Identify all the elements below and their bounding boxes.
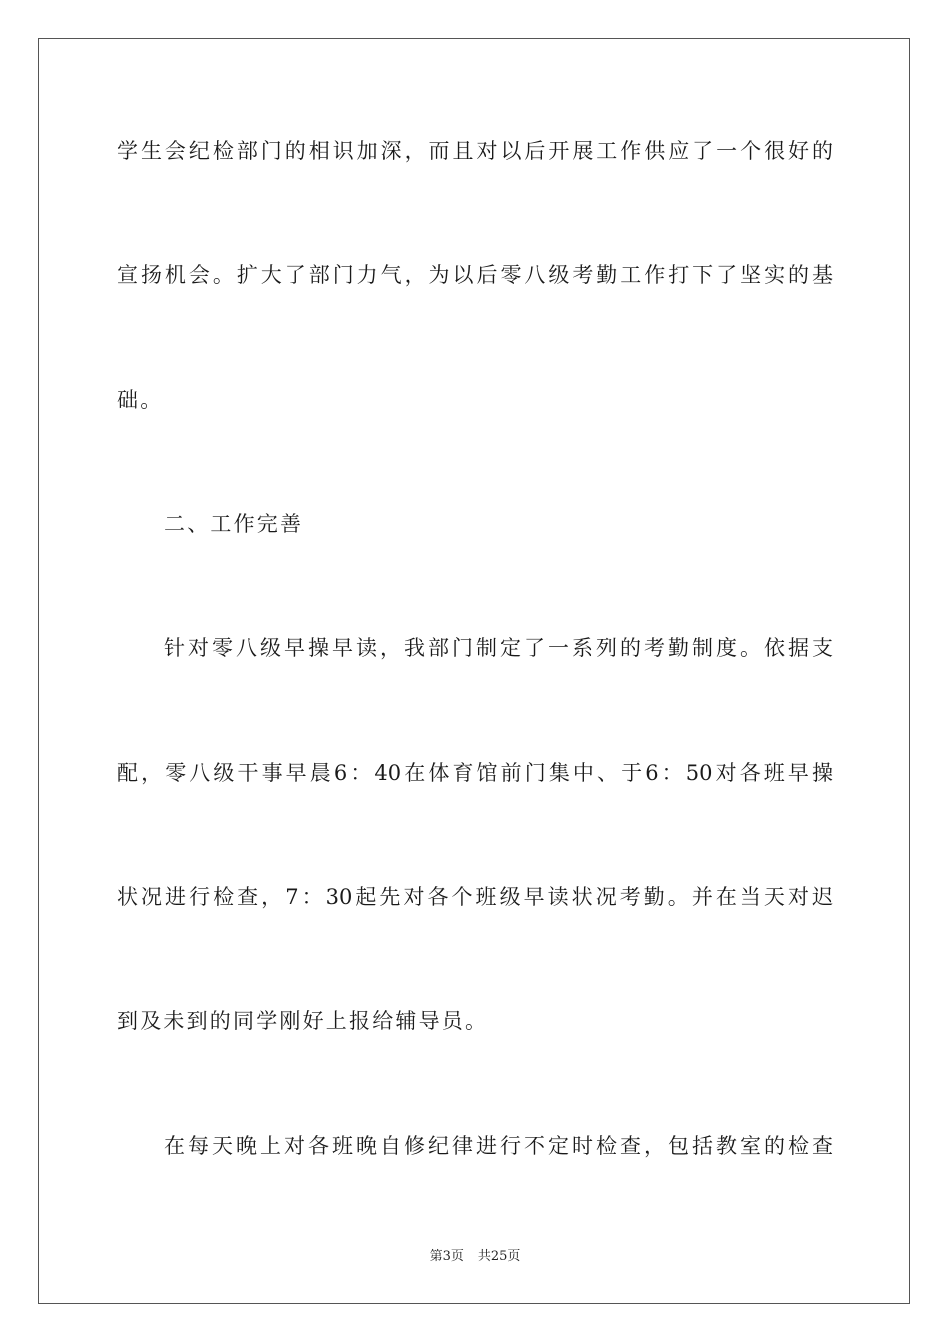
body-text-line: 础。 — [117, 388, 164, 412]
body-text-line: 宣扬机会。扩大了部门力气，为以后零八级考勤工作打下了坚实的基 — [117, 263, 833, 287]
body-text-line: 学生会纪检部门的相识加深，而且对以后开展工作供应了一个很好的 — [117, 139, 833, 163]
page-number: 第3页 — [429, 1249, 464, 1264]
page-footer — [0, 1248, 950, 1266]
page-total: 共25页 — [477, 1249, 521, 1264]
page-border — [38, 38, 910, 1304]
section-heading: 二、工作完善 — [164, 512, 304, 536]
body-text-line: 在每天晚上对各班晚自修纪律进行不定时检查，包括教室的检查 — [164, 1134, 833, 1158]
body-text-line: 到及未到的同学刚好上报给辅导员。 — [117, 1009, 489, 1033]
body-text-line: 针对零八级早操早读，我部门制定了一系列的考勤制度。依据支 — [164, 636, 833, 660]
body-text-line: 配，零八级干事早晨6：40在体育馆前门集中、于6：50对各班早操 — [117, 761, 833, 785]
body-text-line: 状况进行检查，7：30起先对各个班级早读状况考勤。并在当天对迟 — [117, 885, 833, 909]
